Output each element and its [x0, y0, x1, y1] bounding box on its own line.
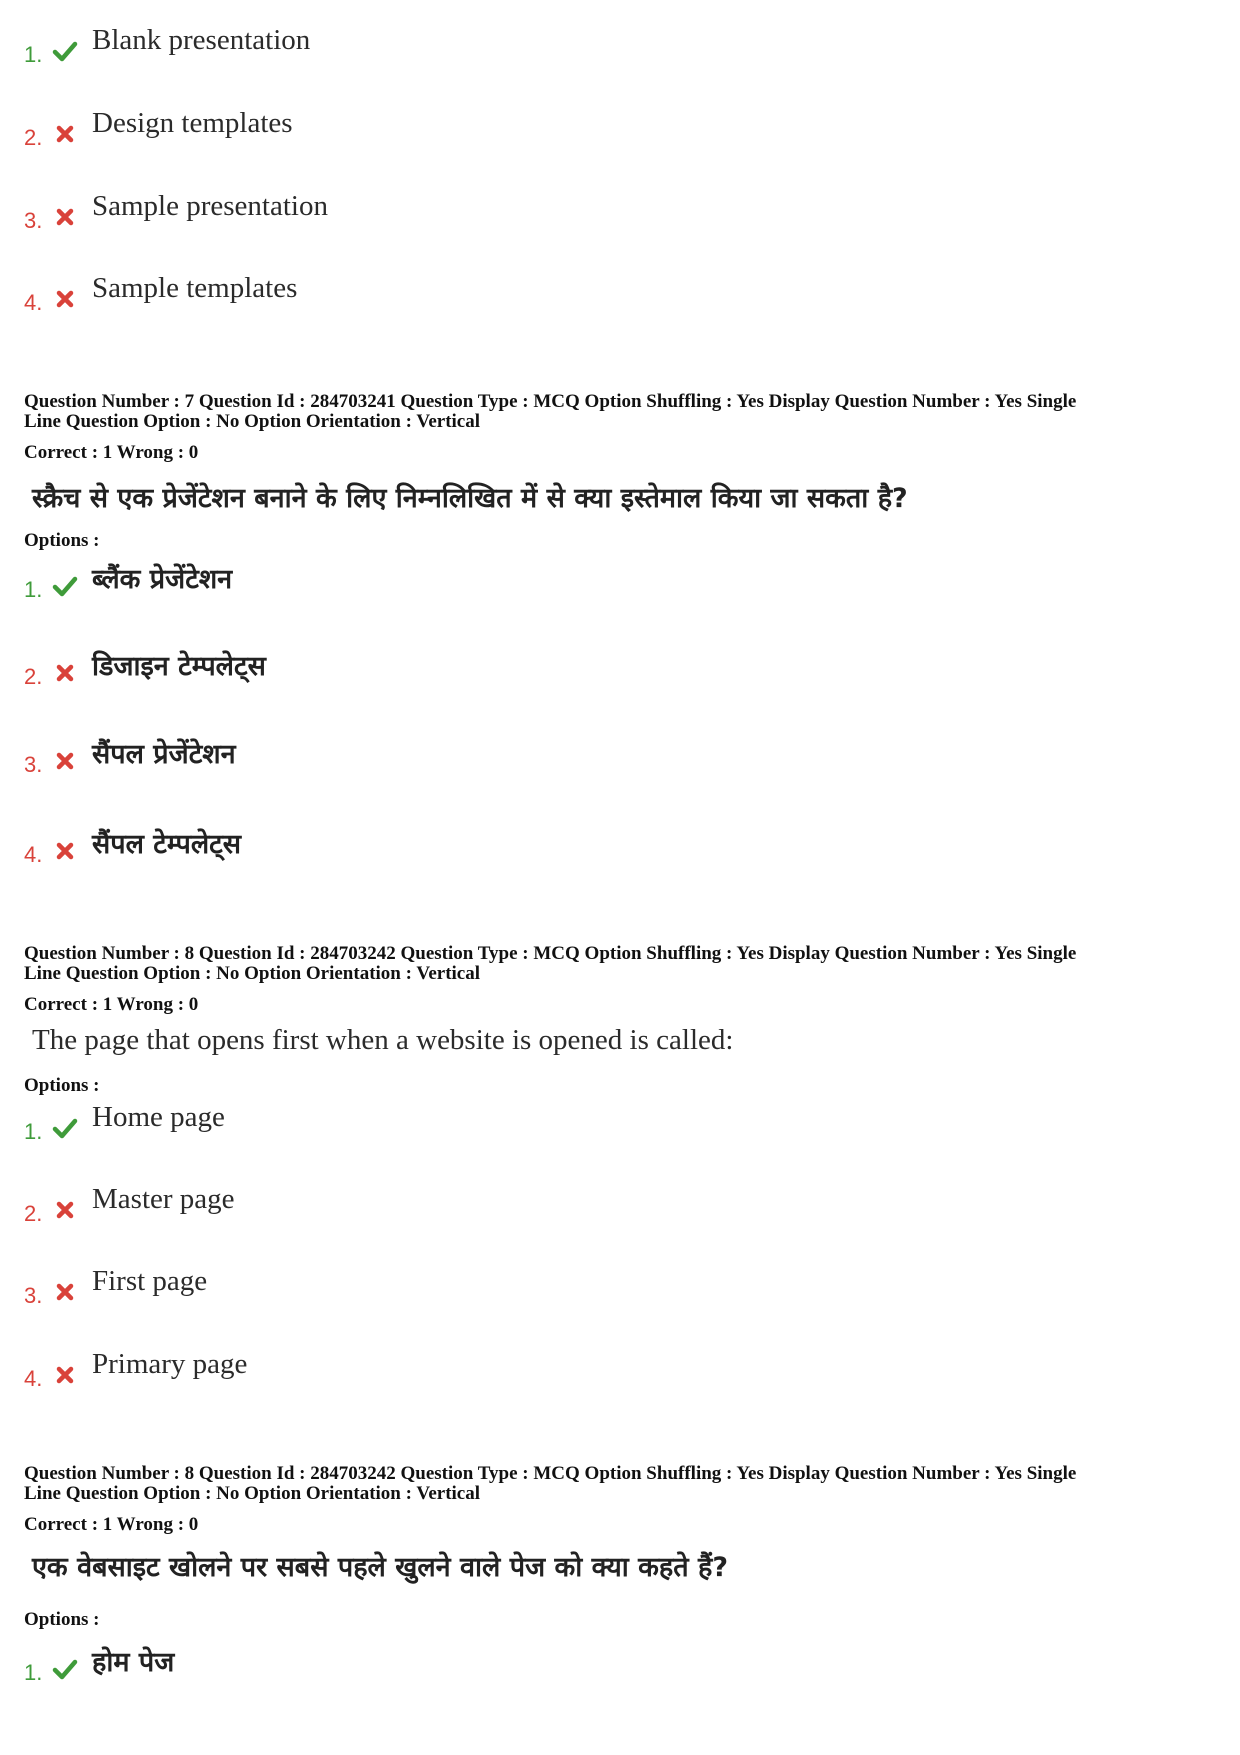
question-meta [24, 944, 1220, 984]
cross-icon [52, 121, 78, 147]
cross-icon [52, 838, 78, 864]
option-text: होम पेज [92, 1647, 175, 1678]
option-text: Primary page [92, 1348, 248, 1380]
check-icon [52, 573, 78, 599]
meta-line-1: Question Number : 8 Question Id : 284703242 Question Type : MCQ Option Shuffling : Yes Display Question Number : Yes Single [24, 943, 1077, 964]
option-text: Design templates [92, 107, 293, 139]
options-label: Options : [24, 1609, 100, 1630]
cross-icon [52, 286, 78, 312]
cross-icon [52, 1197, 78, 1223]
meta-line-2: Line Question Option : No Option Orientation : Vertical [24, 963, 481, 984]
question-text: The page that opens first when a website is opened is called: [32, 1024, 734, 1056]
option-number: 3. [24, 208, 43, 233]
check-icon [52, 1656, 78, 1682]
option-3 [24, 190, 1124, 236]
option-text: Home page [92, 1101, 225, 1133]
option-text: Blank presentation [92, 24, 311, 56]
option-3 [24, 1265, 1124, 1311]
option-text: ब्लैंक प्रेजेंटेशन [92, 564, 233, 595]
meta-line-2: Line Question Option : No Option Orientation : Vertical [24, 1483, 481, 1504]
option-number: 4. [24, 842, 43, 867]
score-line: Correct : 1 Wrong : 0 [24, 442, 199, 463]
cross-icon [52, 1279, 78, 1305]
meta-line-2: Line Question Option : No Option Orientation : Vertical [24, 411, 481, 432]
option-1 [24, 24, 1124, 70]
option-number: 3. [24, 1283, 43, 1308]
option-number: 1. [24, 42, 43, 67]
option-number: 1. [24, 1119, 43, 1144]
option-number: 2. [24, 125, 43, 150]
check-icon [52, 38, 78, 64]
option-number: 4. [24, 290, 43, 315]
option-2 [24, 652, 1124, 692]
check-icon [52, 1115, 78, 1141]
option-text: First page [92, 1265, 208, 1297]
option-2 [24, 107, 1124, 153]
option-text: Sample templates [92, 272, 298, 304]
option-text: Master page [92, 1183, 235, 1215]
score-line: Correct : 1 Wrong : 0 [24, 994, 199, 1015]
option-text: डिजाइन टेम्पलेट्स [92, 651, 266, 682]
option-1 [24, 1101, 1124, 1147]
option-number: 1. [24, 1660, 43, 1685]
question-meta [24, 392, 1220, 432]
meta-line-1: Question Number : 7 Question Id : 284703241 Question Type : MCQ Option Shuffling : Yes Display Question Number : Yes Single [24, 391, 1077, 412]
option-4 [24, 830, 1124, 870]
option-4 [24, 272, 1124, 318]
cross-icon [52, 660, 78, 686]
option-number: 1. [24, 577, 43, 602]
cross-icon [52, 748, 78, 774]
score-line: Correct : 1 Wrong : 0 [24, 1514, 199, 1535]
question-text: एक वेबसाइट खोलने पर सबसे पहले खुलने वाले पेज को क्या कहते हैं? [32, 1552, 728, 1583]
cross-icon [52, 204, 78, 230]
option-text: सैंपल टेम्पलेट्स [92, 829, 242, 860]
options-label: Options : [24, 530, 100, 551]
option-text: सैंपल प्रेजेंटेशन [92, 739, 236, 770]
meta-line-1: Question Number : 8 Question Id : 284703242 Question Type : MCQ Option Shuffling : Yes Display Question Number : Yes Single [24, 1463, 1077, 1484]
option-number: 3. [24, 752, 43, 777]
option-text: Sample presentation [92, 190, 328, 222]
option-1 [24, 1648, 1124, 1688]
options-label: Options : [24, 1075, 100, 1096]
option-number: 2. [24, 664, 43, 689]
option-3 [24, 740, 1124, 780]
cross-icon [52, 1362, 78, 1388]
option-2 [24, 1183, 1124, 1229]
option-1 [24, 565, 1124, 605]
option-number: 4. [24, 1366, 43, 1391]
question-text: स्क्रैच से एक प्रेजेंटेशन बनाने के लिए निम्नलिखित में से क्या इस्तेमाल किया जा सकता है? [32, 483, 908, 514]
question-meta [24, 1464, 1220, 1504]
option-number: 2. [24, 1201, 43, 1226]
option-4 [24, 1348, 1124, 1394]
